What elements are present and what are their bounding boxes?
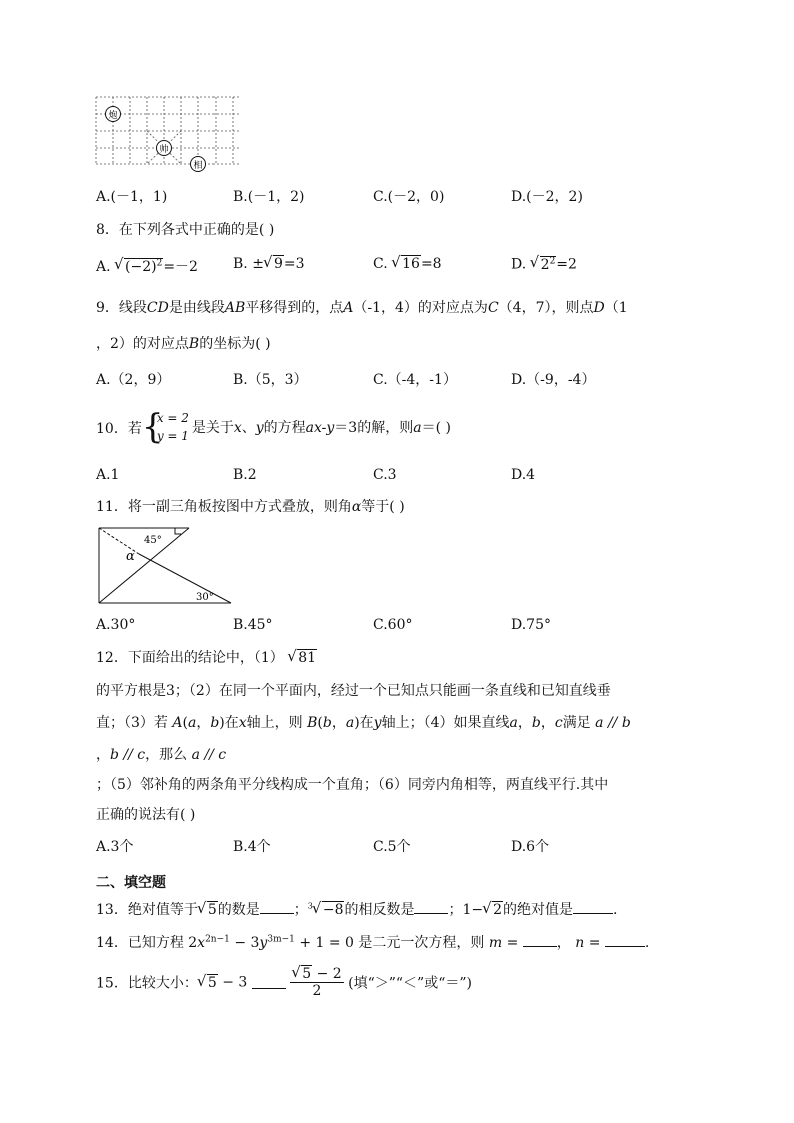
q8-option-b[interactable] xyxy=(233,256,305,272)
section-title-fill-in: 二、填空题 xyxy=(96,875,166,891)
radicand: 9 xyxy=(273,256,283,272)
equation-system: { x = 2 y = 1 xyxy=(141,407,189,447)
cube-root-neg8: √ −8 xyxy=(313,902,345,918)
q9-stem-line1: 9．线段CD是由线段AB平移得到的，点A（-1，4）的对应点为C（4，7），则点D（1 xyxy=(96,300,628,316)
chess-piece-shuai: 帅 xyxy=(159,145,169,155)
q14-blank-m[interactable] xyxy=(523,934,557,947)
chess-piece-xiang: 相 xyxy=(193,161,203,171)
q8-option-a[interactable] xyxy=(96,256,198,276)
q9-stem-line2: ，2）的对应点B的坐标为( ) xyxy=(96,336,271,352)
rhs: =2 xyxy=(556,256,577,273)
sqrt-expression xyxy=(115,258,163,275)
q10-option-d[interactable]: D.4 xyxy=(511,467,536,483)
radicand: 2 xyxy=(540,256,550,273)
chessboard-figure xyxy=(95,96,213,174)
q12-option-a[interactable]: A.3个 xyxy=(96,839,134,855)
q8-stem: 8．在下列各式中正确的是( ) xyxy=(96,222,275,238)
q13-blank-3[interactable] xyxy=(573,901,613,914)
exponent: 2 xyxy=(549,256,556,266)
sqrt-expression xyxy=(392,256,421,272)
q12-option-b[interactable]: B.4个 xyxy=(233,839,271,855)
radicand: 16 xyxy=(402,256,420,272)
q12-option-c[interactable]: C.5个 xyxy=(373,839,411,855)
q13-stem: 13．绝对值等于√ 5的数是 ；$^3$√ −8的相反数是 ；1−√ 2的绝对值是 . xyxy=(96,899,618,919)
q9-option-d[interactable]: D.（-9，-4） xyxy=(511,372,596,388)
option-label: C. xyxy=(373,256,388,272)
sqrt-2: √ 2 xyxy=(483,902,503,918)
q15-stem: 15．比较大小：√ 5 − 3 √ $\frac{5 - 2}{2}$ (填“＞”“＜”或“＝”) xyxy=(96,966,472,999)
q12-stem-line5: ；（5）邻补角的两条角平分线构成一个直角；（6）同旁内角相等，两直线平行.其中 xyxy=(96,777,609,793)
sqrt-5: √ 5 xyxy=(198,975,218,991)
triangle-figure xyxy=(96,526,234,606)
q10-stem: 10．若 { x = 2 y = 1 是关于x、y的方程ax-y＝3的解，则a＝( ) xyxy=(96,407,451,447)
q10-option-c[interactable]: C.3 xyxy=(373,467,397,483)
q8-option-c[interactable] xyxy=(373,256,442,272)
q12-stem-line1: 12．下面给出的结论中，（1） √ 81 xyxy=(96,647,317,667)
q12-stem-line4: ，b // c，那么 a // c xyxy=(96,747,227,763)
sqrt-81: √ 81 xyxy=(288,650,317,666)
chessboard-figure-right xyxy=(213,96,241,174)
q7-option-a[interactable]: A.(－1，1) xyxy=(96,189,168,205)
option-label: B. xyxy=(233,256,248,272)
angle-45-label: 45° xyxy=(144,535,162,546)
q8-option-d[interactable] xyxy=(511,256,577,273)
option-label: D. xyxy=(511,256,527,273)
q13-blank-1[interactable] xyxy=(260,901,294,914)
rhs: =8 xyxy=(420,256,442,272)
q11-option-d[interactable]: D.75° xyxy=(511,617,551,633)
q10-option-b[interactable]: B.2 xyxy=(233,467,257,483)
q11-stem: 11．将一副三角板按图中方式叠放，则角α等于( ) xyxy=(96,499,405,515)
fraction: √ $\frac{5 - 2}{2}$ xyxy=(290,966,343,999)
rhs: =－2 xyxy=(163,259,198,275)
q9-option-a[interactable]: A.（2，9） xyxy=(96,372,171,388)
q11-option-c[interactable]: C.60° xyxy=(373,617,413,633)
cube-root-index: 3 xyxy=(307,901,313,911)
q12-option-d[interactable]: D.6个 xyxy=(511,839,550,855)
q7-option-c[interactable]: C.(－2，0) xyxy=(373,189,445,205)
q12-stem-line2: 的平方根是3；（2）在同一个平面内，经过一个已知点只能画一条直线和已知直线垂 xyxy=(96,683,611,699)
q10-option-a[interactable]: A.1 xyxy=(96,467,120,483)
q13-blank-2[interactable] xyxy=(414,901,448,914)
q12-stem-line6: 正确的说法有( ) xyxy=(96,807,196,823)
plus-minus: ± xyxy=(252,256,264,272)
q7-option-b[interactable]: B.(－1，2) xyxy=(233,189,305,205)
q7-option-d[interactable]: D.(－2，2) xyxy=(511,189,583,205)
angle-30-label: 30° xyxy=(196,592,214,603)
sqrt-5: √ 5 xyxy=(198,902,218,918)
radicand: (−2) xyxy=(125,259,157,275)
chess-piece-pao: 炮 xyxy=(108,111,118,121)
q14-stem: 14．已知方程 $2x^{2n-1} - 3y^{3m-1} + 1 = 0$ 是二元一次方程，则 m = ， n = . xyxy=(96,934,650,951)
sqrt-expression xyxy=(264,256,284,272)
q14-blank-n[interactable] xyxy=(605,934,645,947)
q12-stem-line3: 直；（3）若 A(a，b)在x轴上，则 B(b，a)在y轴上；（4）如果直线a，b，c满足 a // b xyxy=(96,715,631,731)
q11-option-b[interactable]: B.45° xyxy=(233,617,273,633)
q9-option-b[interactable]: B.（5，3） xyxy=(233,372,308,388)
q11-option-a[interactable]: A.30° xyxy=(96,617,136,633)
q9-option-c[interactable]: C.（-4，-1） xyxy=(373,372,457,388)
exponent: 2 xyxy=(156,258,163,269)
q15-blank[interactable] xyxy=(252,976,286,989)
alpha-label: α xyxy=(126,549,135,564)
sqrt-expression xyxy=(531,256,557,273)
option-label: A. xyxy=(96,259,111,275)
rhs: =3 xyxy=(283,256,305,272)
